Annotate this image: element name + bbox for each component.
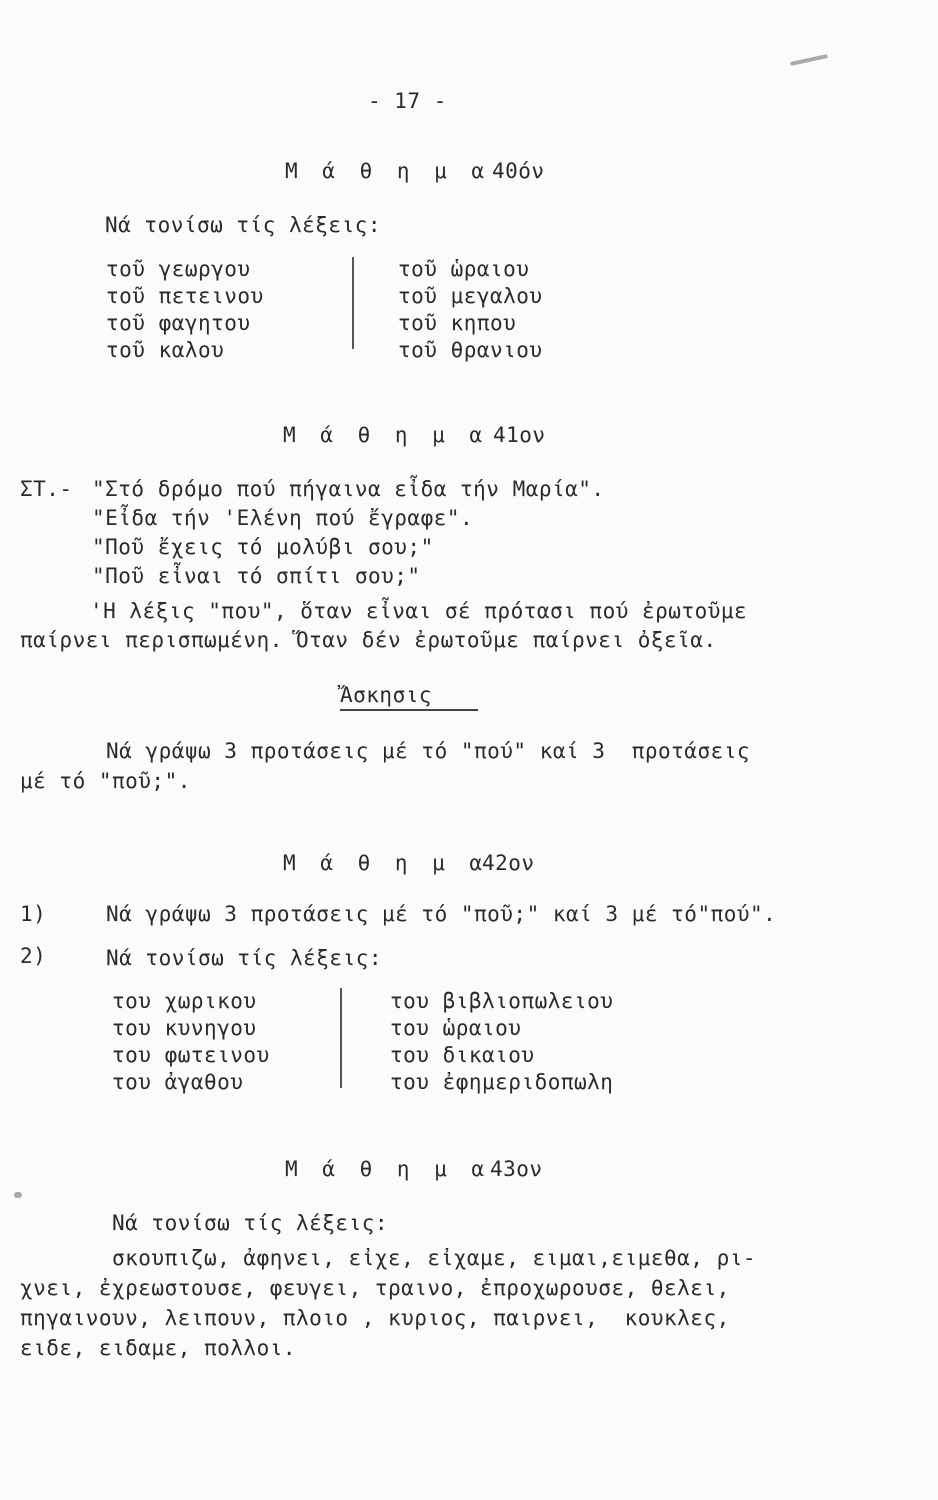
rule-text-line-2: παίρνει περισπωμένη. Ὅταν δέν ἐρωτοῦμε παίρνει ὀξεῖα. <box>20 628 717 652</box>
list-item: τοῦ φαγητου <box>106 311 251 335</box>
list-item: τοῦ γεωργου <box>106 257 251 281</box>
lesson-42-number: 42ον <box>482 851 535 875</box>
list-item: του βιβλιοπωλειου <box>390 989 614 1013</box>
lesson-42-title: Μ ά θ η μ α <box>283 851 489 875</box>
list-item: του χωρικου <box>112 989 257 1013</box>
example-sentence: "Εἶδα τήν 'Ελένη πού ἔγραφε". <box>92 506 474 530</box>
example-sentence: "Ποῦ εἶναι τό σπίτι σου;" <box>92 564 421 588</box>
item-text: Νά γράψω 3 προτάσεις μέ τό "ποῦ;" καί 3 μέ τό"πού". <box>106 902 777 926</box>
paragraph-line: ειδε, ειδαμε, πολλοι. <box>20 1336 297 1360</box>
example-sentence: "Ποῦ ἔχεις τό μολύβι σου;" <box>92 535 434 559</box>
list-item: τοῦ πετεινου <box>106 284 264 308</box>
lesson-41-title: Μ ά θ η μ α <box>283 423 489 447</box>
ink-mark <box>790 54 828 66</box>
paragraph-line: πηγαινουν, λειπουν, πλοιο , κυριος, παιρνει, κουκλες, <box>20 1306 730 1330</box>
item-text: Νά τονίσω τίς λέξεις: <box>106 946 383 970</box>
lesson-40-title: Μ ά θ η μ α <box>285 159 491 183</box>
lesson-40-number: 40όν <box>492 159 545 183</box>
column-divider <box>340 988 342 1088</box>
list-item: του ἀγαθου <box>112 1070 244 1094</box>
ink-dot <box>14 1192 22 1198</box>
example-sentence: "Στό δρόμο πού πήγαινα εἶδα τήν Μαρία". <box>92 477 605 501</box>
paragraph-line: χνει, ἐχρεωστουσε, φευγει, τραινο, ἐπροχωρουσε, θελει, <box>20 1276 730 1300</box>
lesson-43-number: 43ον <box>490 1157 543 1181</box>
lesson-41-label: ΣΤ.- <box>20 477 73 501</box>
list-item: του ἐφημεριδοπωλη <box>390 1070 614 1094</box>
list-item: τοῦ μεγαλου <box>398 284 543 308</box>
item-number: 2) <box>20 944 47 968</box>
exercise-heading-underline <box>340 709 478 711</box>
exercise-text-line-1: Νά γράψω 3 προτάσεις μέ τό "πού" καί 3 προτάσεις <box>106 739 751 763</box>
paragraph-line: σκουπιζω, ἀφηνει, εἰχε, εἰχαμε, ειμαι,ειμεθα, ρι- <box>112 1246 757 1270</box>
exercise-text-line-2: μέ τό "ποῦ;". <box>20 769 191 793</box>
list-item: του ὡραιου <box>390 1016 522 1040</box>
rule-text-line-1: 'Η λέξις "που", ὅταν εἶναι σέ πρότασι πού ἐρωτοῦμε <box>90 599 748 623</box>
list-item: του κυνηγου <box>112 1016 257 1040</box>
list-item: τοῦ ὡραιου <box>398 257 530 281</box>
list-item: τοῦ κηπου <box>398 311 517 335</box>
list-item: του δικαιου <box>390 1043 535 1067</box>
lesson-41-number: 41ον <box>493 423 546 447</box>
lesson-43-title: Μ ά θ η μ α <box>285 1157 491 1181</box>
exercise-heading: Ἄσκησις <box>340 683 433 707</box>
list-item: τοῦ θρανιου <box>398 338 543 362</box>
column-divider <box>352 257 354 349</box>
item-number: 1) <box>20 902 47 926</box>
lesson-40-instruction: Νά τονίσω τίς λέξεις: <box>105 213 382 237</box>
page-number: - 17 - <box>368 89 447 113</box>
list-item: τοῦ καλου <box>106 338 225 362</box>
list-item: του φωτεινου <box>112 1043 270 1067</box>
lesson-43-instruction: Νά τονίσω τίς λέξεις: <box>112 1211 389 1235</box>
